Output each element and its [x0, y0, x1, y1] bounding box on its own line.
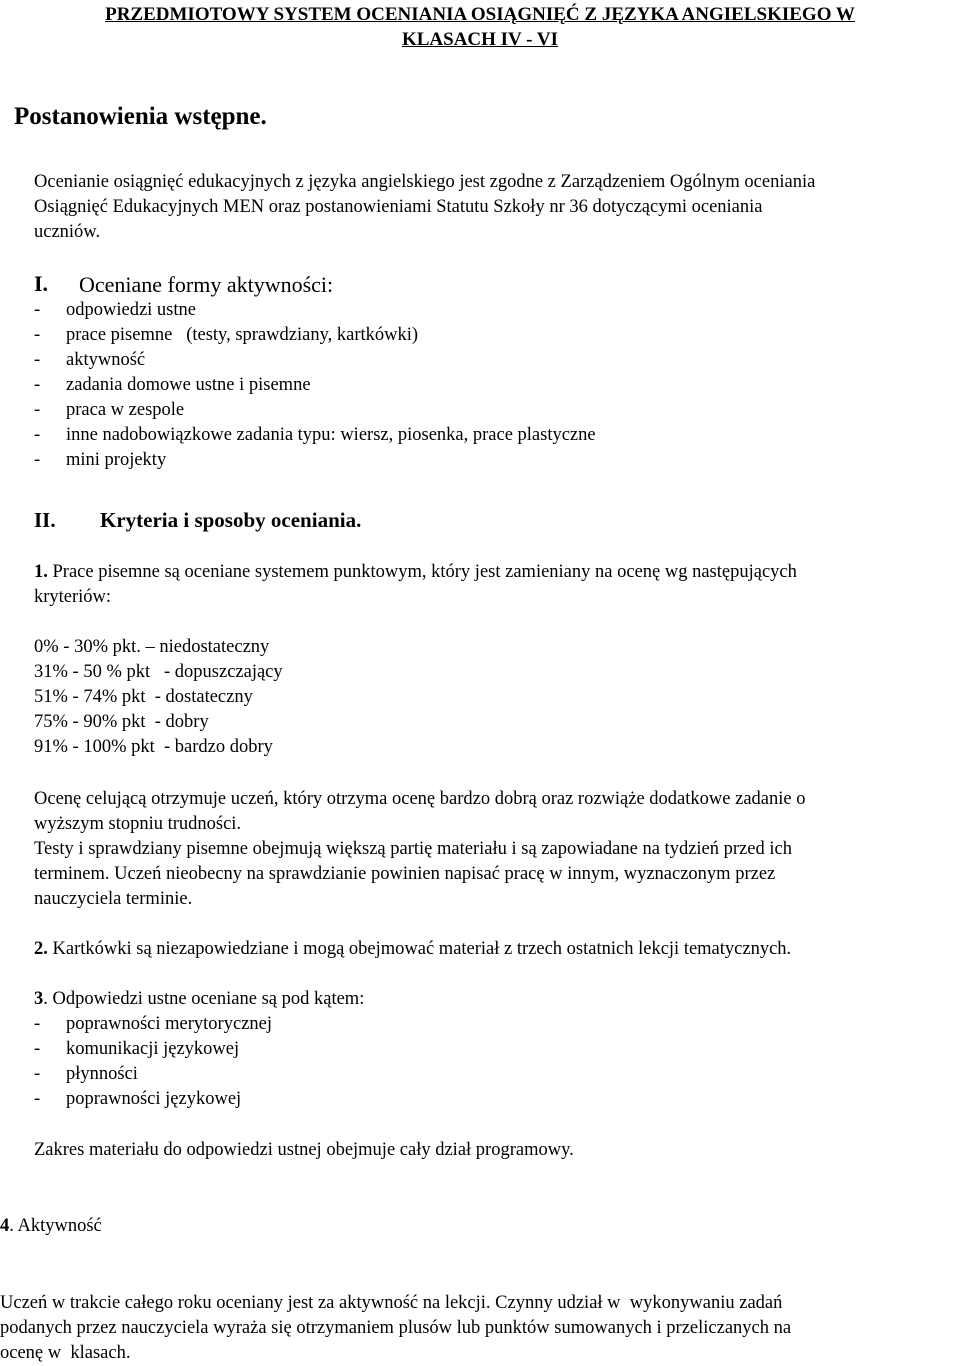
extra-line-2: wyższym stopniu trudności. [34, 814, 242, 834]
list-item: - komunikacji językowej [34, 1039, 240, 1059]
list-item: - zadania domowe ustne i pisemne [34, 375, 311, 395]
document-title-line-1: PRZEDMIOTOWY SYSTEM OCENIANIA OSIĄGNIĘĆ Z JĘZYKA ANGIELSKIEGO W [105, 4, 855, 25]
point-1-line-2: kryteriów: [34, 587, 112, 607]
grade-row: 31% - 50 % pkt - dopuszczający [34, 662, 283, 682]
section-2-numeral: II. [34, 508, 56, 532]
intro-para-line-1: Ocenianie osiągnięć edukacyjnych z języka angielskiego jest zgodne z Zarządzeniem Ogólnym oceniania [34, 172, 816, 192]
list-item: - poprawności merytorycznej [34, 1014, 272, 1034]
point-2: 2. Kartkówki są niezapowiedziane i mogą obejmować materiał z trzech ostatnich lekcji tematycznych. [34, 939, 792, 959]
grade-row: 75% - 90% pkt - dobry [34, 712, 209, 732]
list-item: - aktywność [34, 350, 146, 370]
list-item: - praca w zespole [34, 400, 185, 420]
point-3-heading: 3. Odpowiedzi ustne oceniane są pod kątem: [34, 989, 365, 1009]
point-4-para-line-3: ocenę w klasach. [0, 1343, 131, 1363]
list-item: - prace pisemne (testy, sprawdziany, kartkówki) [34, 325, 419, 345]
grade-row: 91% - 100% pkt - bardzo dobry [34, 737, 273, 757]
section-2-heading: Kryteria i sposoby oceniania. [100, 508, 362, 532]
list-item: - płynności [34, 1064, 138, 1084]
extra-line-1: Ocenę celującą otrzymuje uczeń, który otrzyma ocenę bardzo dobrą oraz rozwiąże dodatkowe zadanie o [34, 789, 806, 809]
point-1-line-1: 1. Prace pisemne są oceniane systemem punktowym, który jest zamieniany na ocenę wg następujących [34, 562, 797, 582]
point-4-heading: 4. Aktywność [0, 1216, 102, 1236]
section-1-heading: Oceniane formy aktywności: [79, 272, 334, 297]
intro-para-line-3: uczniów. [34, 222, 101, 242]
list-item: - odpowiedzi ustne [34, 300, 196, 320]
list-item: - inne nadobowiązkowe zadania typu: wiersz, piosenka, prace plastyczne [34, 425, 596, 445]
intro-para-line-2: Osiągnięć Edukacyjnych MEN oraz postanowieniami Statutu Szkoły nr 36 dotyczącymi oceniania [34, 197, 763, 217]
grade-row: 0% - 30% pkt. – niedostateczny [34, 637, 270, 657]
intro-heading: Postanowienia wstępne. [14, 103, 267, 130]
point-4-para-line-2: podanych przez nauczyciela wyraża się otrzymaniem plusów lub punktów sumowanych i przeliczanych na [0, 1318, 792, 1338]
list-item: - mini projekty [34, 450, 167, 470]
point-4-para-line-1: Uczeń w trakcie całego roku oceniany jest za aktywność na lekcji. Czynny udział w wykonywaniu zadań [0, 1293, 783, 1313]
extra-line-3: Testy i sprawdziany pisemne obejmują większą partię materiału i są zapowiadane na tydzień przed ich [34, 839, 792, 859]
grade-row: 51% - 74% pkt - dostateczny [34, 687, 253, 707]
extra-line-5: nauczyciela terminie. [34, 889, 193, 909]
point-3-scope: Zakres materiału do odpowiedzi ustnej obejmuje cały dział programowy. [34, 1140, 574, 1160]
extra-line-4: terminem. Uczeń nieobecny na sprawdzianie powinien napisać pracę w innym, wyznaczonym przez [34, 864, 776, 884]
list-item: - poprawności językowej [34, 1089, 242, 1109]
section-1-numeral: I. [34, 271, 49, 296]
document-title-line-2: KLASACH IV - VI [401, 29, 559, 50]
